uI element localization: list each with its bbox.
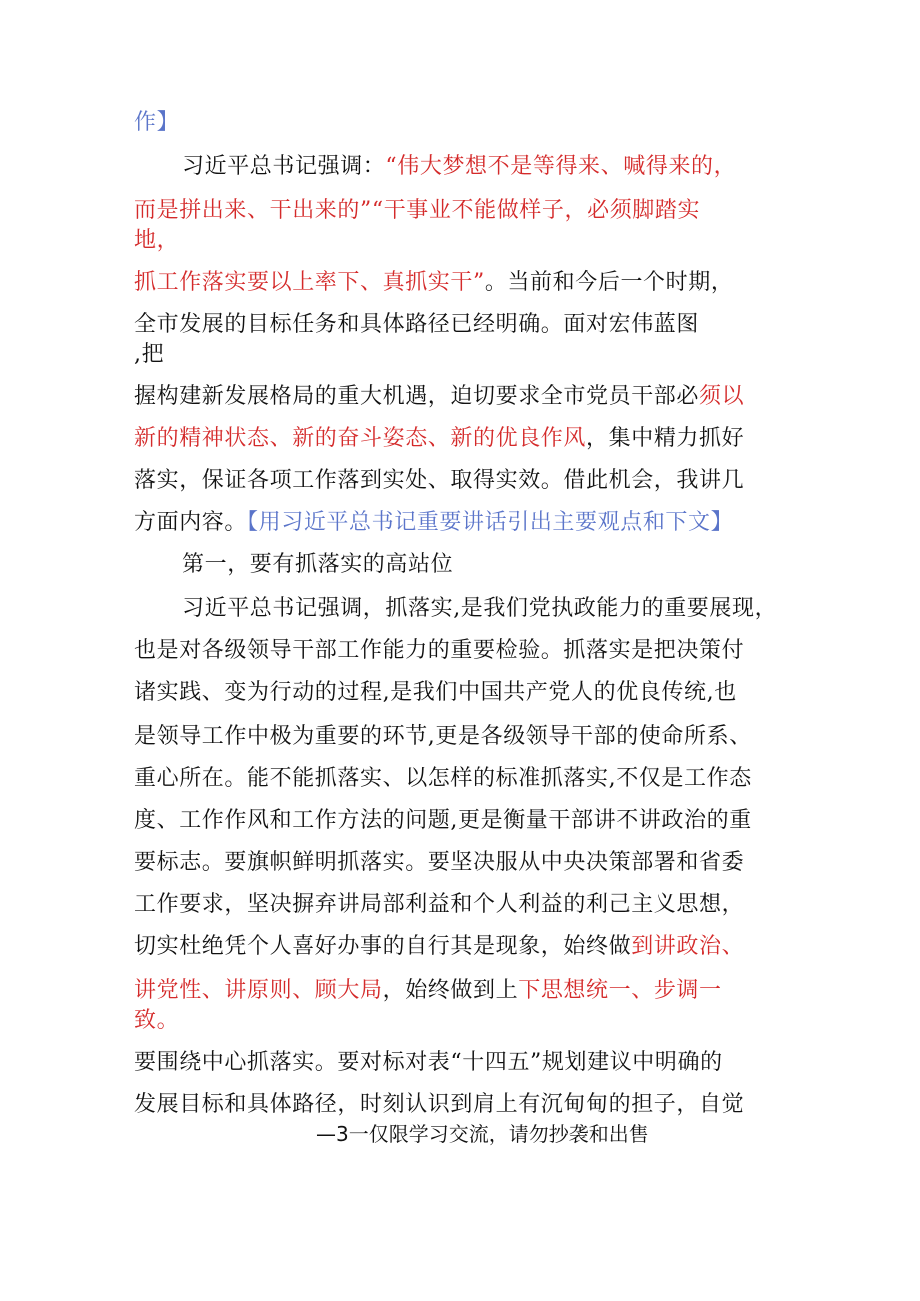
text-line xyxy=(182,550,453,580)
text-line xyxy=(182,152,736,182)
text-line xyxy=(182,594,777,624)
text-line xyxy=(134,848,744,878)
text-run: 要标志。要旗帜鲜明抓落实。要坚决服从中央决策部署和省委 xyxy=(134,850,745,875)
text-run: 习近平总书记强调，抓落实,是我们党执政能力的重要展现， xyxy=(182,596,778,621)
text-line xyxy=(134,1048,723,1078)
text-run: 习近平总书记强调： xyxy=(182,154,386,179)
text-run: ，始终做到上 xyxy=(382,978,519,1003)
text-line xyxy=(134,636,744,666)
text-run: 下思想统一、步调一 xyxy=(518,978,722,1003)
text-run: 切实杜绝凭个人喜好办事的自行其是现象，始终做 xyxy=(134,934,632,959)
text-run: 【用习近平总书记重要讲话引出主要观点和下文】 xyxy=(247,510,734,535)
text-run: 是领导工作中极为重要的环节,更是各级领导干部的使命所系、 xyxy=(134,724,752,749)
text-run: 抓工作落实要以上率下、真抓实干” xyxy=(134,270,485,295)
text-line xyxy=(134,1006,179,1036)
text-run: 落实，保证各项工作落到实处、取得实效。借此机会，我讲几 xyxy=(134,468,745,493)
text-line xyxy=(134,382,744,412)
text-run: 致。 xyxy=(134,1008,180,1033)
text-line xyxy=(134,424,744,454)
text-run: 须以 xyxy=(699,384,745,409)
text-run: 第一，要有抓落实的高站位 xyxy=(182,552,454,577)
page-footer: —3一仅限学习交流，请勿抄袭和出售 xyxy=(316,1122,649,1146)
text-run: “伟大梦想不是等得来、喊得来的， xyxy=(385,154,737,179)
text-line xyxy=(134,678,737,708)
text-run: 诸实践、变为行动的过程,是我们中国共产党人的优良传统,也 xyxy=(134,680,737,705)
text-line xyxy=(134,806,752,836)
text-line xyxy=(134,340,164,370)
text-run: 全市发展的目标任务和具体路径已经明确。面对宏伟蓝图 xyxy=(134,312,700,337)
text-run: 方面内容。 xyxy=(134,510,248,535)
text-run: ，集中精力抓好 xyxy=(586,426,745,451)
text-line xyxy=(134,268,733,298)
text-run: 发展目标和具体路径，时刻认识到肩上有沉甸甸的担子，自觉 xyxy=(134,1092,745,1117)
text-line xyxy=(134,196,700,226)
text-line xyxy=(134,722,752,752)
text-line xyxy=(134,764,752,794)
text-run: 。当前和今后一个时期， xyxy=(484,270,734,295)
text-line xyxy=(134,1090,744,1120)
text-run: 度、工作作风和工作方法的问题,更是衡量干部讲不讲政治的重 xyxy=(134,808,752,833)
text-run: 工作要求，坚决摒弃讲局部利益和个人利益的利己主义思想， xyxy=(134,892,745,917)
text-run: 地， xyxy=(134,228,180,253)
text-run: 作】 xyxy=(134,110,180,135)
text-run: ,把 xyxy=(134,342,165,367)
text-line xyxy=(134,976,722,1006)
text-run: 也是对各级领导干部工作能力的重要检验。抓落实是把决策付 xyxy=(134,638,745,663)
text-run: 重心所在。能不能抓落实、以怎样的标准抓落实,不仅是工作态 xyxy=(134,766,752,791)
text-run: 到讲政治、 xyxy=(631,934,745,959)
text-run: 讲党性、讲原则、顾大局 xyxy=(134,978,383,1003)
text-line xyxy=(134,890,744,920)
text-run: 而是拼出来、干出来的”“干事业不能做样子，必须脚踏实 xyxy=(134,198,701,223)
text-line xyxy=(134,310,699,340)
text-line xyxy=(134,108,179,138)
text-line xyxy=(134,226,179,256)
text-run: 要围绕中心抓落实。要对标对表“十四五”规划建议中明确的 xyxy=(134,1050,723,1075)
text-line xyxy=(134,466,744,496)
text-run: 新的精神状态、新的奋斗姿态、新的优良作风 xyxy=(134,426,587,451)
text-run: 握构建新发展格局的重大机遇，迫切要求全市党员干部必 xyxy=(134,384,700,409)
text-line xyxy=(134,932,744,962)
text-line xyxy=(134,508,733,538)
